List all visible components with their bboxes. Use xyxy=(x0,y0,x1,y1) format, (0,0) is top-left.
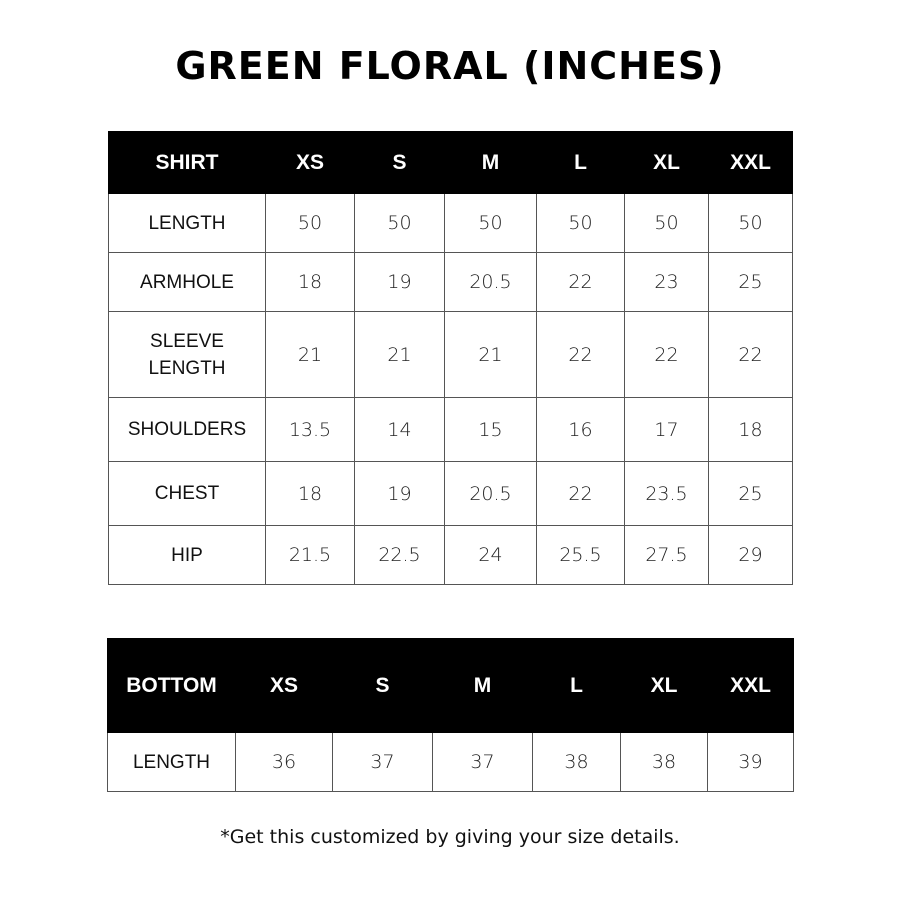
header-s: S xyxy=(355,132,445,194)
header-xxl: XXL xyxy=(709,132,793,194)
shirt-size-table xyxy=(108,131,793,585)
table-row xyxy=(108,733,794,792)
header-xs: XS xyxy=(266,132,355,194)
table-cell: 21 xyxy=(445,312,537,398)
table-cell: 38 xyxy=(533,733,621,792)
table-cell: 39 xyxy=(708,733,794,792)
table-cell: 22.5 xyxy=(355,526,445,585)
table-cell: 17 xyxy=(625,398,709,462)
header-shirt: SHIRT xyxy=(109,132,266,194)
table-cell: 29 xyxy=(709,526,793,585)
table-cell: 38 xyxy=(621,733,708,792)
table-cell: 25 xyxy=(709,253,793,312)
table-cell: 50 xyxy=(266,194,355,253)
table-cell: 37 xyxy=(333,733,433,792)
table-cell: 20.5 xyxy=(445,253,537,312)
table-cell: 50 xyxy=(445,194,537,253)
header-xl: XL xyxy=(625,132,709,194)
table-cell: 13.5 xyxy=(266,398,355,462)
bottom-size-table xyxy=(107,638,794,792)
table-cell: 27.5 xyxy=(625,526,709,585)
header-s: S xyxy=(333,639,433,733)
table-cell: 18 xyxy=(266,462,355,526)
table-cell: 21 xyxy=(355,312,445,398)
table-row xyxy=(109,462,793,526)
table-cell: 19 xyxy=(355,253,445,312)
row-label-shoulders: SHOULDERS xyxy=(109,398,266,462)
table-cell: 22 xyxy=(537,462,625,526)
header-bottom: BOTTOM xyxy=(108,639,236,733)
table-cell: 16 xyxy=(537,398,625,462)
row-label-chest: CHEST xyxy=(109,462,266,526)
table-cell: 22 xyxy=(625,312,709,398)
table-row xyxy=(109,398,793,462)
table-cell: 22 xyxy=(537,253,625,312)
header-m: M xyxy=(445,132,537,194)
table-row xyxy=(109,312,793,398)
row-label-hip: HIP xyxy=(109,526,266,585)
table-cell: 37 xyxy=(433,733,533,792)
table-cell: 50 xyxy=(709,194,793,253)
row-label-armhole: ARMHOLE xyxy=(109,253,266,312)
table-cell: 22 xyxy=(709,312,793,398)
table-cell: 22 xyxy=(537,312,625,398)
header-xs: XS xyxy=(236,639,333,733)
customization-note: *Get this customized by giving your size details. xyxy=(220,826,680,848)
table-cell: 50 xyxy=(355,194,445,253)
table-cell: 21.5 xyxy=(266,526,355,585)
header-m: M xyxy=(433,639,533,733)
table-cell: 36 xyxy=(236,733,333,792)
bottom-header-row xyxy=(108,639,794,733)
row-label-length: LENGTH xyxy=(109,194,266,253)
table-row xyxy=(109,526,793,585)
header-xl: XL xyxy=(621,639,708,733)
table-cell: 23.5 xyxy=(625,462,709,526)
row-label-sleeve-length: SLEEVE LENGTH xyxy=(109,312,266,398)
table-cell: 25 xyxy=(709,462,793,526)
table-row xyxy=(109,194,793,253)
table-cell: 18 xyxy=(709,398,793,462)
table-cell: 19 xyxy=(355,462,445,526)
table-cell: 50 xyxy=(537,194,625,253)
table-row xyxy=(109,253,793,312)
shirt-header-row xyxy=(109,132,793,194)
header-xxl: XXL xyxy=(708,639,794,733)
table-cell: 21 xyxy=(266,312,355,398)
table-cell: 24 xyxy=(445,526,537,585)
row-label-length: LENGTH xyxy=(108,733,236,792)
page-title: GREEN FLORAL (INCHES) xyxy=(175,44,725,88)
table-cell: 14 xyxy=(355,398,445,462)
table-cell: 25.5 xyxy=(537,526,625,585)
table-cell: 18 xyxy=(266,253,355,312)
table-cell: 50 xyxy=(625,194,709,253)
table-cell: 20.5 xyxy=(445,462,537,526)
table-cell: 23 xyxy=(625,253,709,312)
header-l: L xyxy=(533,639,621,733)
table-cell: 15 xyxy=(445,398,537,462)
header-l: L xyxy=(537,132,625,194)
